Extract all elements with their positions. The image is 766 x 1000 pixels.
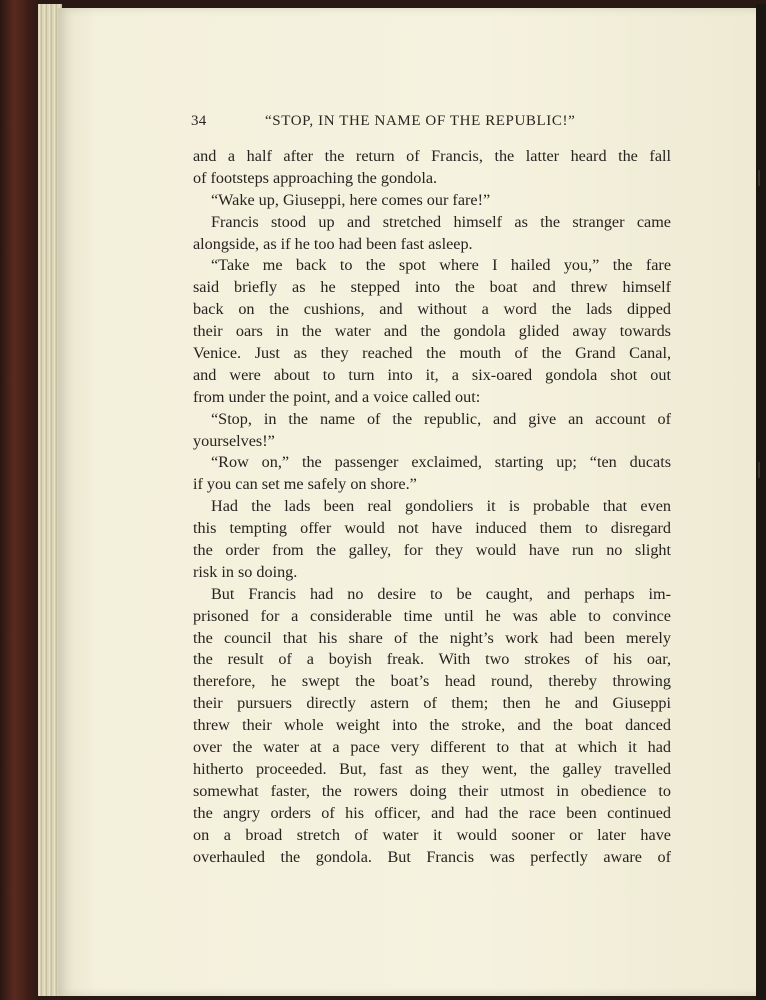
text-line: “Wake up, Giuseppi, here comes our fare!”: [211, 190, 491, 209]
running-title: “STOP, IN THE NAME OF THE REPUBLIC!”: [265, 113, 576, 129]
text-line: and were about to turn into it, a six-oared gondola shot out: [193, 365, 671, 384]
text-line: and a half after the return of Francis, the latter heard the fall: [193, 147, 671, 165]
text-line: the angry orders of his officer, and had the race been continued: [193, 803, 671, 822]
text-line: prisoned for a considerable time until he was able to convince: [193, 606, 671, 625]
text-line: said briefly as he stepped into the boat and threw himself: [193, 278, 671, 297]
text-line: overhauled the gondola. But Francis was perfectly aware of: [193, 847, 671, 866]
text-line: their pursuers directly astern of them; then he and Giuseppi: [193, 694, 671, 713]
text-line: Venice. Just as they reached the mouth of the Grand Canal,: [193, 344, 671, 363]
text-line: if you can set me safely on shore.”: [193, 475, 417, 494]
text-line: therefore, he swept the boat’s head round, thereby throwing: [193, 672, 671, 691]
text-line: of footsteps approaching the gondola.: [193, 168, 438, 187]
text-line: “Take me back to the spot where I hailed you,” the fare: [211, 256, 671, 275]
text-line: this tempting offer would not have induced them to disregard: [193, 519, 671, 538]
text-line: on a broad stretch of water it would sooner or later have: [193, 825, 671, 844]
text-line: somewhat faster, the rowers doing their utmost in obedience to: [193, 781, 671, 800]
text-line: alongside, as if he too had been fast asleep.: [193, 234, 473, 253]
text-line: from under the point, and a voice called out:: [193, 387, 481, 406]
text-line: hitherto proceeded. But, fast as they went, the galley travelled: [193, 759, 671, 778]
text-line: the order from the galley, for they would have run no slight: [193, 541, 671, 560]
margin-mark: [758, 170, 760, 186]
margin-mark: [758, 462, 760, 478]
text-line: yourselves!”: [193, 431, 275, 450]
body-text: [193, 146, 671, 868]
text-line: But Francis had no desire to be caught, and perhaps im-: [211, 584, 671, 603]
text-line: Had the lads been real gondoliers it is probable that even: [211, 497, 671, 516]
text-line: risk in so doing.: [193, 562, 298, 581]
text-line: the result of a boyish freak. With two strokes of his oar,: [193, 650, 671, 669]
text-line: back on the cushions, and without a word the lads dipped: [193, 300, 671, 319]
text-line: “Stop, in the name of the republic, and give an account of: [211, 409, 671, 428]
page-number: 34: [191, 113, 207, 129]
page-right-edge: [756, 4, 766, 1000]
text-line: over the water at a pace very different to that at which it had: [193, 738, 671, 757]
text-line: “Row on,” the passenger exclaimed, starting up; “ten ducats: [211, 453, 671, 472]
text-line: Francis stood up and stretched himself as the stranger came: [211, 212, 671, 231]
text-line: threw their whole weight into the stroke, and the boat danced: [193, 716, 671, 735]
text-line: their oars in the water and the gondola glided away towards: [193, 322, 671, 341]
text-line: the council that his share of the night’s work had been merely: [193, 628, 671, 647]
